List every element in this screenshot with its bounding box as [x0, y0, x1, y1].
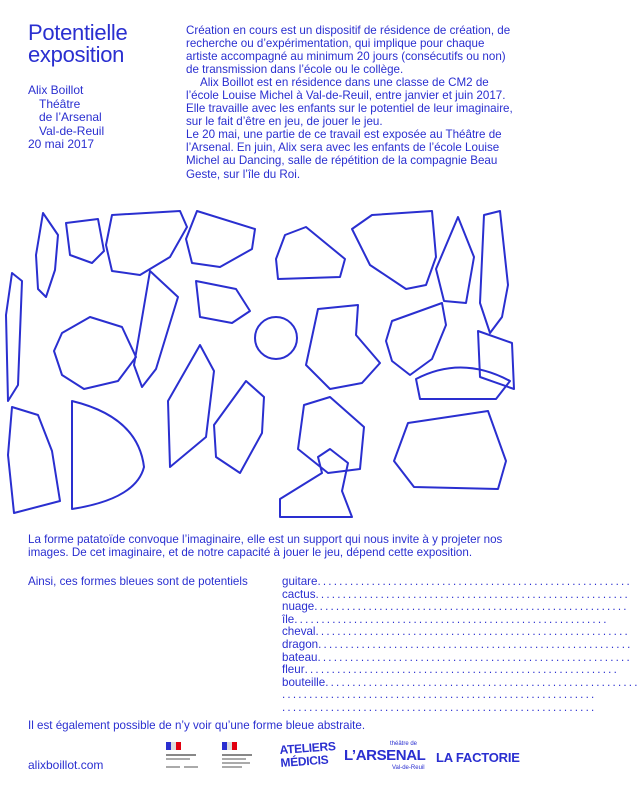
la-factorie-logo [436, 750, 520, 765]
ateliers-medicis-logo [279, 740, 337, 770]
potato-shapes-illustration [0, 205, 538, 525]
shape [54, 317, 136, 389]
shape [168, 345, 214, 467]
list-item-label: bouteille [282, 675, 326, 689]
list-item [282, 663, 619, 677]
list-item [282, 637, 633, 652]
list-item-dots: .......................................................... [315, 625, 630, 639]
list-item [282, 700, 597, 715]
shape [386, 303, 446, 375]
arsenal-word: L’ARSENAL [344, 747, 426, 764]
potential-shapes-list [282, 575, 640, 715]
title-line-1: Potentielle [28, 20, 128, 45]
shape [36, 213, 58, 297]
la-factorie-word: LA FACTORIE [436, 750, 520, 765]
shape [6, 273, 22, 401]
list-item-label: fleur [282, 663, 305, 677]
list-item-label: guitare [282, 575, 318, 588]
shape [106, 211, 187, 275]
venue-line-2: de l’Arsenal [39, 110, 102, 124]
artist-name: Alix Boillot [28, 83, 84, 97]
shape [134, 271, 178, 387]
shape [298, 397, 364, 473]
list-item-label: île [282, 612, 295, 626]
description-paragraph: La forme patatoïde convoque l’imaginaire, elle est un support qui nous invite à y projeter nos images. De cet imaginaire, et de notre capacité à jouer le jeu, dépend cette exposition. [28, 533, 503, 559]
event-meta [28, 84, 104, 152]
intro-paragraph-1: Création en cours est un dispositif de résidence de création, de recherche ou d’expérimentation, qui implique pour chaque artiste accompagné au minimum 20 jours (consécutifs ou non) de transmission dans l’école ou le collège. [186, 24, 511, 77]
list-item-dots: .......................................................... [325, 675, 640, 689]
shape [8, 407, 60, 513]
shape [214, 381, 264, 473]
intro-text [186, 24, 516, 181]
venue-line-1: Théâtre [39, 96, 81, 111]
republique-logo-1 [166, 742, 202, 774]
event-date: 20 mai 2017 [28, 137, 95, 151]
list-item-dots: .......................................................... [282, 700, 597, 714]
shape [280, 449, 352, 517]
description-text [28, 534, 508, 559]
title-line-2: exposition [28, 42, 125, 67]
list-item-label: dragon [282, 637, 319, 651]
list-item-dots: .......................................................... [282, 688, 597, 702]
list-item [282, 600, 629, 614]
shape [306, 305, 380, 389]
shape [186, 211, 255, 267]
intro-paragraph-3: Le 20 mai, une partie de ce travail est exposée au Théâtre de l’Arsenal. En juin, Alix sera avec les enfants de l’école Louise Michel au Dancing, salle de répétition de la compagnie Beau Geste, sur l’île du Roi. [186, 128, 502, 181]
list-item-dots: .......................................................... [317, 575, 632, 588]
shape [394, 411, 506, 489]
intro-paragraph-2: Alix Boillot est en résidence dans une classe de CM2 de l’école Louise Michel à Val-de-Reuil, entre janvier et juin 2017. Elle travaille avec les enfants sur le potentiel de leur imaginaire, sur le fait d’être en jeu, de jouer le jeu. [186, 76, 513, 129]
shapes-intro-line: Ainsi, ces formes bleues sont de potentiels [28, 575, 248, 588]
shape [480, 211, 508, 333]
arsenal-logo [344, 740, 425, 772]
shape [436, 217, 474, 303]
page-title [28, 22, 127, 66]
list-item [282, 575, 632, 589]
list-item-dots: .......................................................... [318, 637, 633, 651]
list-item-label: cheval [282, 625, 316, 639]
list-item-dots: .......................................................... [317, 650, 632, 664]
shape [66, 219, 104, 263]
ateliers-word: ATELIERS [279, 739, 336, 757]
list-item-label: bateau [282, 650, 318, 664]
medicis-word: MÉDICIS [279, 752, 329, 770]
partner-logos [0, 738, 538, 778]
shape [196, 281, 250, 323]
website-link[interactable]: alixboillot.com [28, 758, 104, 772]
list-item-label: nuage [282, 600, 315, 614]
arsenal-small-text: théâtre de [390, 741, 418, 747]
republique-logo-2 [222, 742, 258, 774]
list-item-label: cactus [282, 587, 316, 601]
arsenal-city-text: Val-de-Reuil [392, 765, 425, 771]
shape [352, 211, 436, 289]
list-item-dots: .......................................................... [314, 600, 629, 614]
shape [255, 317, 297, 359]
venue-city: Val-de-Reuil [39, 123, 105, 138]
list-item-dots: .......................................................... [294, 612, 609, 626]
closing-line: Il est également possible de n’y voir qu’une forme bleue abstraite. [28, 719, 366, 732]
list-item-dots: .......................................................... [304, 663, 619, 677]
shape [72, 401, 144, 509]
shape [276, 227, 345, 279]
list-item-dots: .......................................................... [315, 587, 630, 601]
